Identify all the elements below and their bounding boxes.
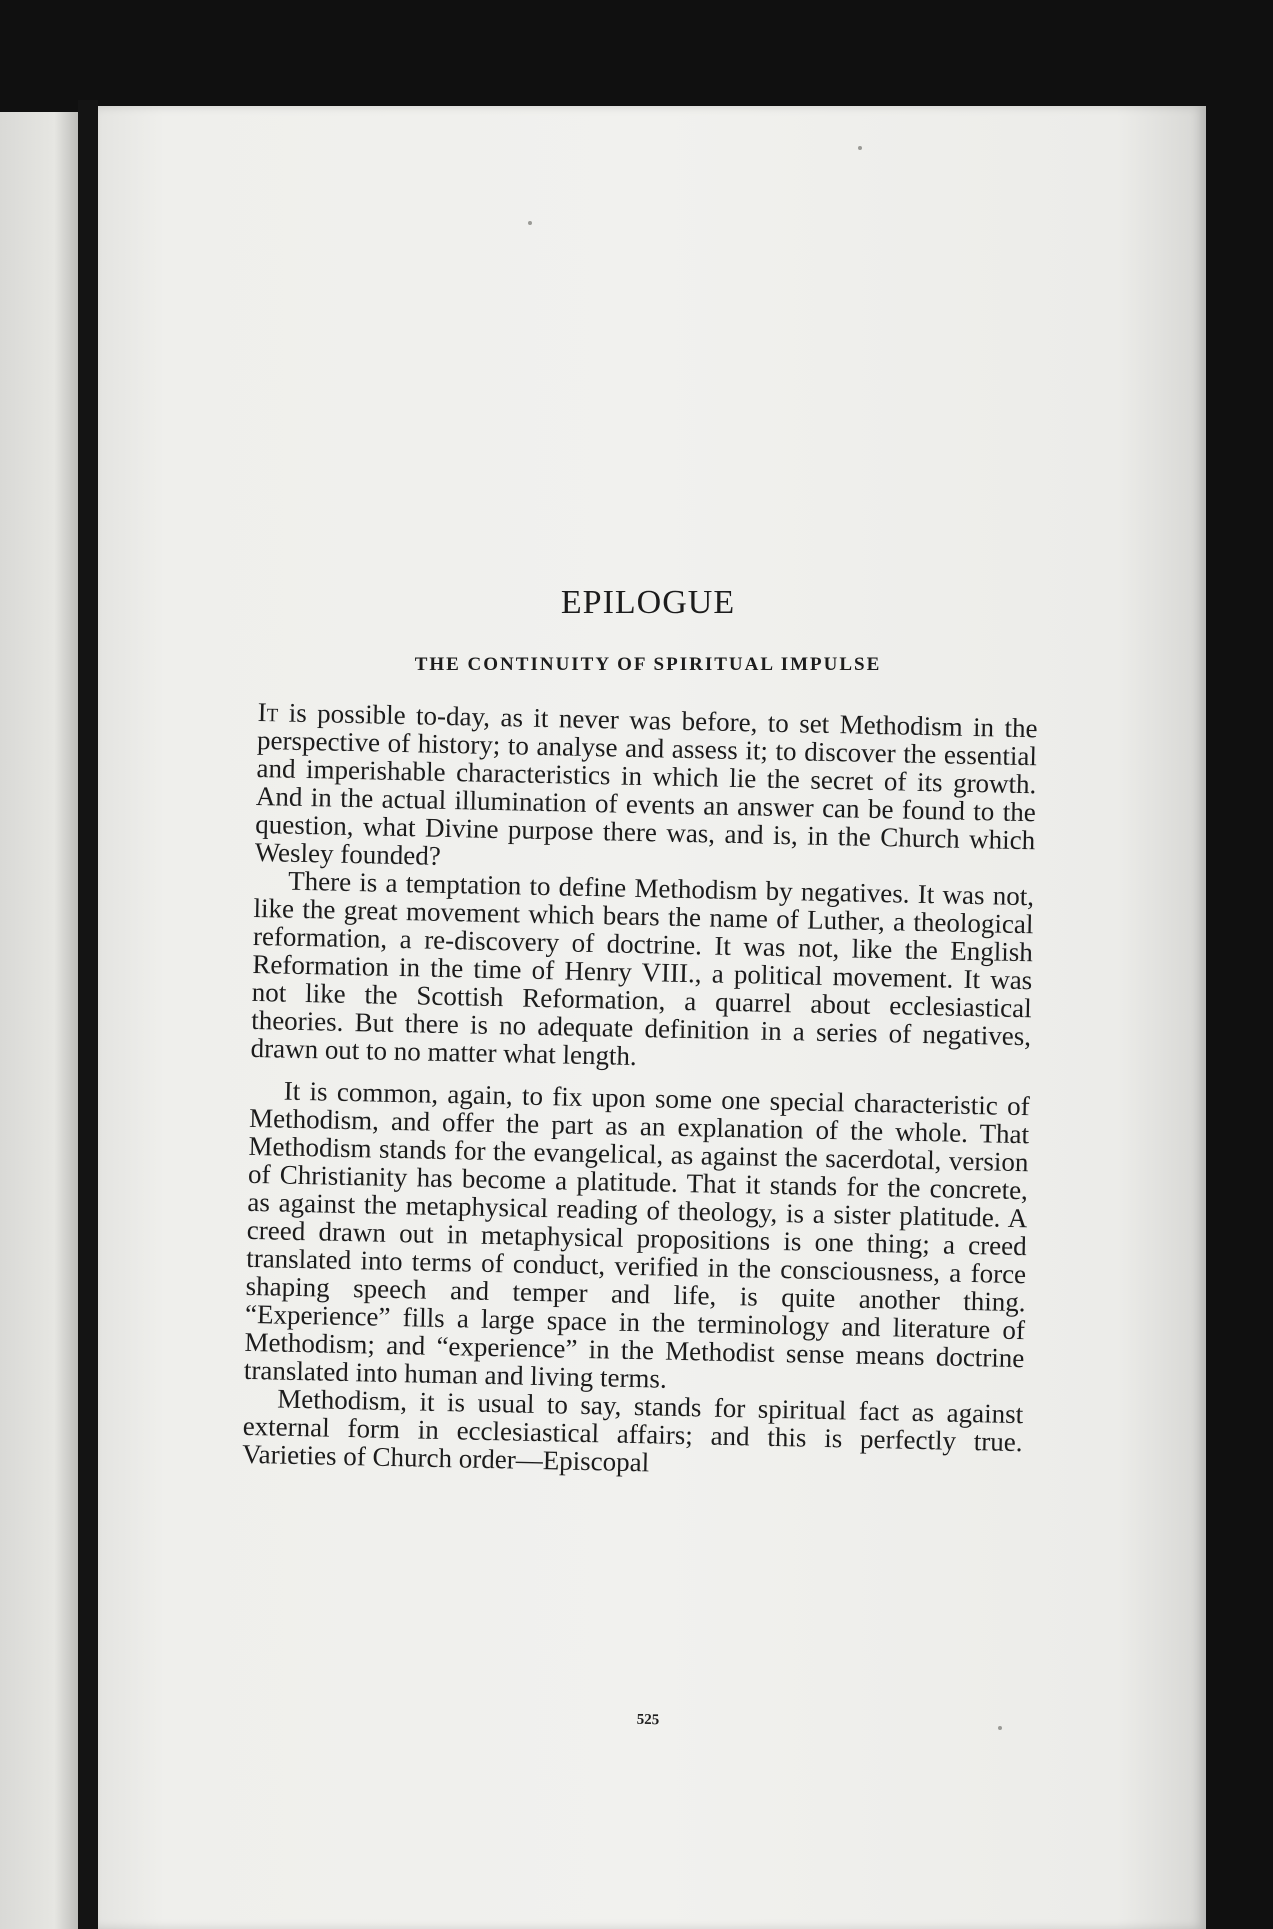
paragraph-text: There is a temptation to define Methodism by negatives. It was not, like the great movement which bears the name of Luther, a theological reformation, a re-discovery of doctrine. It was not, like the English Reformation in the time of Henry VIII., a political movement. It was not like the Scottish Reformation, a quarrel about ecclesiastical theories. But there is no adequate definition in a series of negatives, drawn out to no matter what length. (250, 865, 1035, 1072)
dust-speck (528, 221, 532, 225)
paragraph-text: is possible to-day, as it never was before, to set Methodism in the perspective of history; to analyse and assess it; to discover the essential and imperishable characteristics in which lie the secret of its growth. And in the actual illumination of events an answer can be found to the question, what Divine purpose there was, and is, in the Church which Wesley founded? (254, 697, 1038, 871)
paragraph-2 (250, 866, 1034, 1078)
paragraph-3 (244, 1076, 1030, 1400)
body-text (242, 698, 1038, 1484)
previous-page-edge (0, 112, 78, 1929)
paragraph-text: It is common, again, to fix upon some one special characteristic of Methodism, and offer the part as an explanation of the whole. That Methodism stands for the evangelical, as against the sacerdotal, version of Christianity has become a platitude. That it stands for the concrete, as against the metaphysical reading of theology, is a sister platitude. A creed drawn out in metaphysical propositions is one thing; a creed translated into terms of conduct, verified in the consciousness, a force shaping speech and temper and life, is quite another thing. “Experience” fills a large space in the terminology and literature of Methodism; and “experience” in the Methodist sense means doctrine translated into human and living terms. (243, 1075, 1030, 1394)
book-page (98, 106, 1206, 1929)
chapter-subtitle: THE CONTINUITY OF SPIRITUAL IMPULSE (414, 654, 882, 675)
page-number: 525 (636, 1711, 660, 1729)
dust-speck (858, 146, 862, 150)
paragraph-4 (242, 1384, 1024, 1484)
drop-lead-word: It (257, 697, 279, 728)
chapter-title: EPILOGUE (560, 584, 736, 621)
book-gutter (78, 100, 98, 1929)
paragraph-1 (254, 698, 1037, 882)
paragraph-text: Methodism, it is usual to say, stands for spiritual fact as against external form in ecclesiastical affairs; and this is perfectly true. Varieties of Church order—Episcopal (241, 1383, 1024, 1478)
